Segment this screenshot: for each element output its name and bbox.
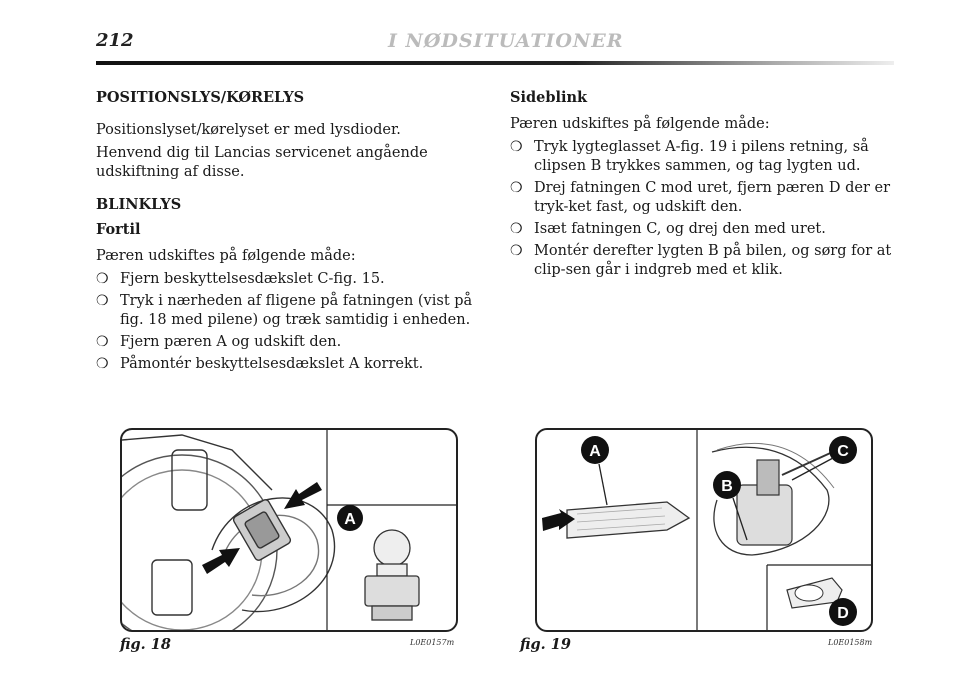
list-item-text: Isæt fatningen C, og drej den med uret. xyxy=(534,221,826,237)
list-item xyxy=(96,355,486,374)
label-a: A xyxy=(344,511,356,528)
figure-18-caption: fig. 18 xyxy=(120,636,171,653)
figure-19-caption: fig. 19 xyxy=(520,636,571,653)
bullet-icon: ❍ xyxy=(510,139,523,155)
list-item xyxy=(96,292,486,330)
list-item-text: Montér derefter lygten B på bilen, og sørg for at clip-sen går i indgreb med et klik. xyxy=(534,243,892,278)
list-item xyxy=(510,242,900,280)
list-item-text: Tryk lygteglasset A-fig. 19 i pilens retning, så clipsen B trykkes sammen, og tag lygten ud. xyxy=(534,139,869,174)
list-item xyxy=(510,179,900,217)
label-b: B xyxy=(721,478,733,495)
bullet-icon: ❍ xyxy=(96,356,109,372)
left-column xyxy=(96,88,486,377)
bullet-icon: ❍ xyxy=(96,293,109,309)
paragraph: Positionslyset/kørelyset er med lysdioder. xyxy=(96,122,401,138)
bullet-list xyxy=(96,270,486,374)
list-item xyxy=(96,333,486,352)
subheading-fortil: Fortil xyxy=(96,221,141,238)
paragraph: Pæren udskiftes på følgende måde: xyxy=(510,116,770,132)
paragraph: Henvend dig til Lancias servicenet angående udskiftning af disse. xyxy=(96,145,428,180)
list-item-text: Påmontér beskyttelsesdækslet A korrekt. xyxy=(120,356,424,372)
list-item-text: Fjern pæren A og udskift den. xyxy=(120,334,342,350)
list-item xyxy=(96,270,486,289)
figure-19-code: L0E0158m xyxy=(828,638,873,647)
headlight-bulb-illustration xyxy=(122,430,456,630)
list-item-text: Tryk i nærheden af fligene på fatningen (vist på fig. 18 med pilene) og træk samtidig i enheden. xyxy=(120,293,473,328)
page-number: 212 xyxy=(96,30,134,51)
bullet-icon: ❍ xyxy=(510,180,523,196)
paragraph: Pæren udskiftes på følgende måde: xyxy=(96,248,356,264)
list-item-text: Drej fatningen C mod uret, fjern pæren D der er tryk-ket fast, og udskift den. xyxy=(534,180,891,215)
bullet-icon: ❍ xyxy=(96,271,109,287)
right-column xyxy=(510,88,900,283)
bullet-icon: ❍ xyxy=(510,221,523,237)
bullet-icon: ❍ xyxy=(96,334,109,350)
figure-19-illustration xyxy=(535,428,873,632)
label-c: C xyxy=(837,443,849,460)
list-item-text: Fjern beskyttelsesdækslet C-fig. 15. xyxy=(120,271,385,287)
figure-18-code: L0E0157m xyxy=(410,638,455,647)
side-indicator-illustration xyxy=(537,430,871,630)
bullet-icon: ❍ xyxy=(510,243,523,259)
list-item xyxy=(510,220,900,239)
bullet-list xyxy=(510,138,900,280)
figure-18-illustration xyxy=(120,428,458,632)
list-item xyxy=(510,138,900,176)
chapter-title: I NØDSITUATIONER xyxy=(388,30,624,52)
section-heading-blinklys: BLINKLYS xyxy=(96,196,182,213)
label-d: D xyxy=(837,605,849,622)
section-heading-sideblink: Sideblink xyxy=(510,89,588,106)
label-a: A xyxy=(589,443,601,460)
header-rule xyxy=(96,61,894,65)
section-heading-positionslys: POSITIONSLYS/KØRELYS xyxy=(96,89,305,106)
